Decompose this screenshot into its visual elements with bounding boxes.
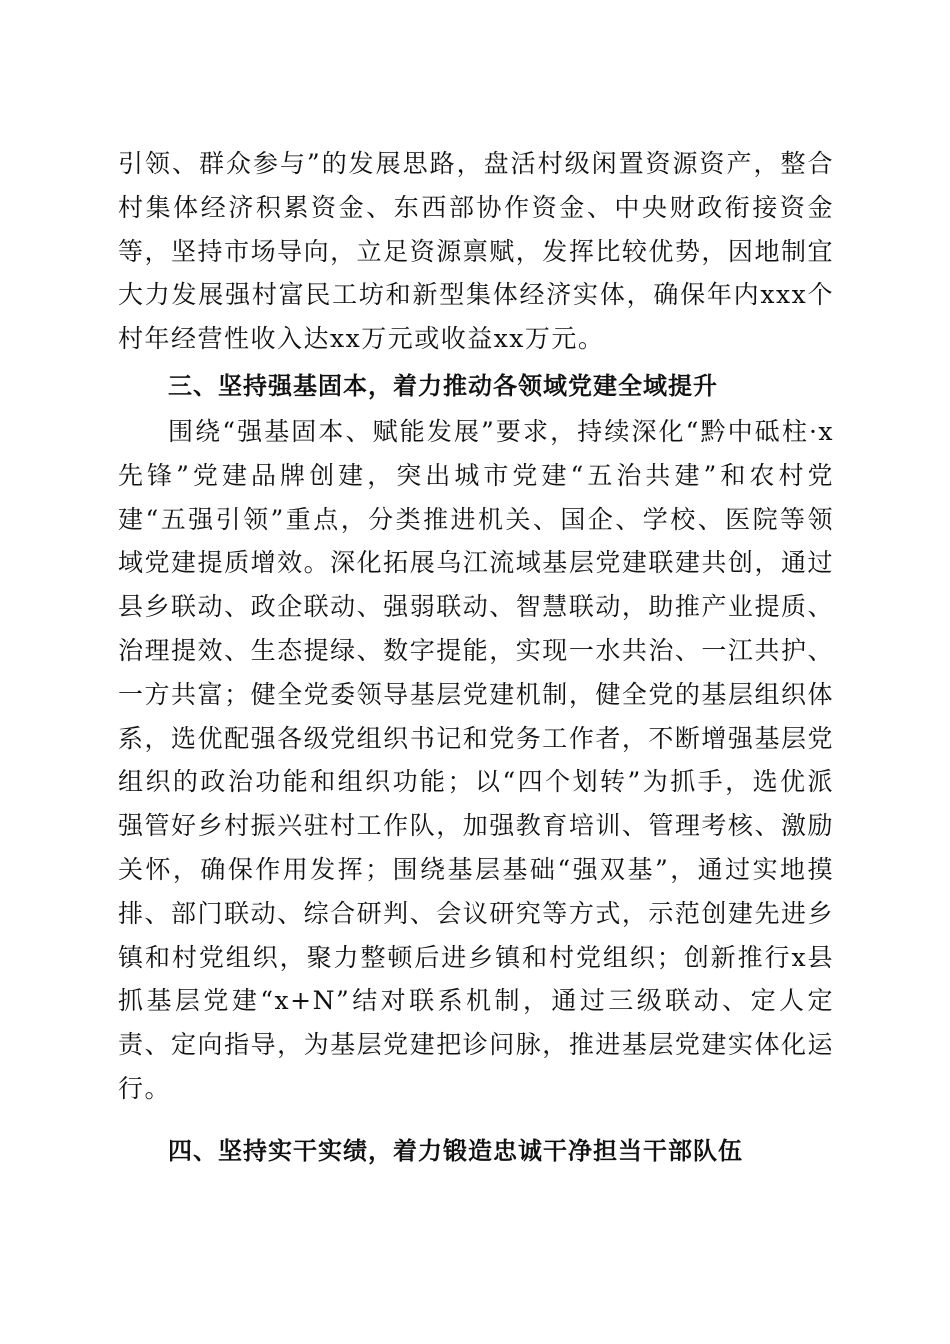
- paragraph-continued: 引领、群众参与”的发展思路，盘活村级闲置资源资产，整合村集体经济积累资金、东西部协作资金、中央财政衔接资金等，坚持市场导向，立足资源禀赋，发挥比较优势，因地制宜大力发展强村富民工坊和新型集体经济实体，确保年内xxx个村年经营性收入达xx万元或收益xx万元。: [118, 149, 834, 354]
- paragraph-section-three: 围绕“强基固本、赋能发展”要求，持续深化“黔中砥柱·x先锋”党建品牌创建，突出城市党建“五治共建”和农村党建“五强引领”重点，分类推进机关、国企、学校、医院等领域党建提质增效。深化拓展乌江流域基层党建联建共创，通过县乡联动、政企联动、强弱联动、智慧联动，助推产业提质、治理提效、生态提绿、数字提能，实现一水共治、一江共护、一方共富；健全党委领导基层党建机制，健全党的基层组织体系，选优配强各级党组织书记和党务工作者，不断增强基层党组织的政治功能和组织功能；以“四个划转”为抓手，选优派强管好乡村振兴驻村工作队，加强教育培训、管理考核、激励关怀，确保作用发挥；围绕基层基础“强双基”，通过实地摸排、部门联动、综合研判、会议研究等方式，示范创建先进乡镇和村党组织，聚力整顿后进乡镇和村党组织；创新推行x县抓基层党建“x+N”结对联系机制，通过三级联动、定人定责、定向指导，为基层党建把诊问脉，推进基层党建实体化运行。: [118, 417, 834, 1103]
- section-heading-four: 四、坚持实干实绩，着力锻造忠诚干净担当干部队伍: [168, 1137, 743, 1165]
- section-heading-three: 三、坚持强基固本，着力推动各领域党建全域提升: [168, 372, 718, 400]
